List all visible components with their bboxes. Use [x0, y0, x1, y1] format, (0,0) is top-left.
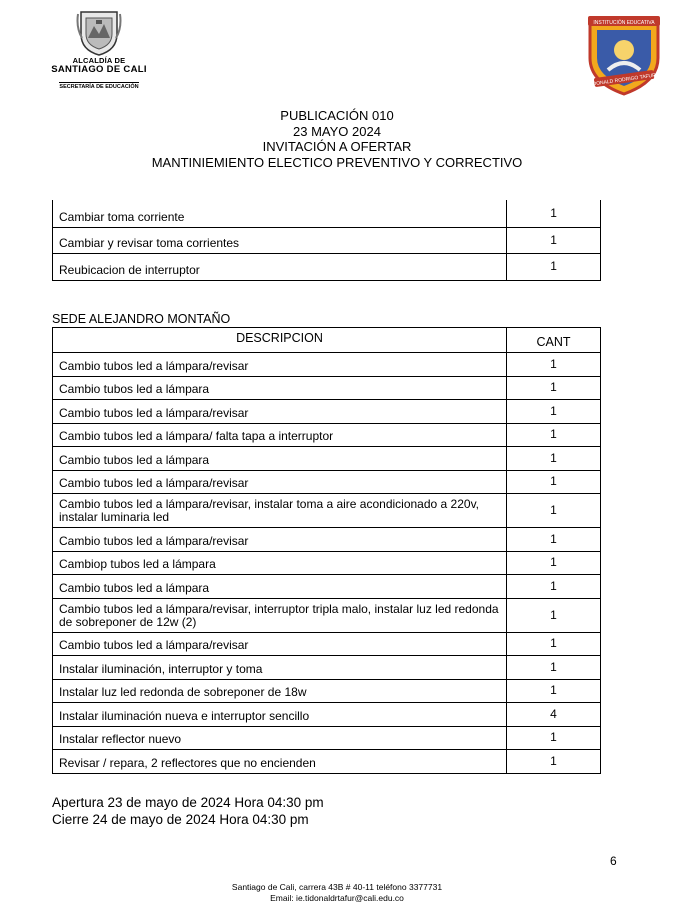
row-qty: 1	[506, 528, 600, 552]
row-description: Cambio tubos led a lámpara/revisar	[53, 353, 507, 377]
table-row	[53, 227, 601, 254]
row-description: Cambio tubos led a lámpara	[53, 575, 507, 599]
row-qty: 4	[506, 703, 600, 727]
items-table-sede	[52, 327, 601, 774]
shield-banner-top: INSTITUCIÓN EDUCATIVA	[593, 20, 655, 26]
row-qty: 1	[506, 726, 600, 750]
row-qty: 1	[506, 575, 600, 599]
row-description: Cambio tubos led a lámpara/ falta tapa a interruptor	[53, 423, 507, 447]
row-description: Cambio tubos led a lámpara/revisar	[53, 528, 507, 552]
table-row	[53, 528, 601, 552]
row-description: Cambio tubos led a lámpara/revisar	[53, 400, 507, 424]
table-row	[53, 598, 601, 632]
table-row	[53, 632, 601, 656]
logo-line-2: SANTIAGO DE CALI	[51, 64, 147, 75]
row-qty: 1	[506, 353, 600, 377]
row-description: Instalar iluminación nueva e interruptor sencillo	[53, 703, 507, 727]
publication-number: PUBLICACIÓN 010	[280, 108, 394, 123]
row-qty: 1	[506, 423, 600, 447]
header-description: DESCRIPCION	[53, 328, 507, 353]
table-row	[53, 353, 601, 377]
shield-banner-bottom: DONALD RODRIGO TAFUR	[592, 72, 657, 88]
row-description: Cambio tubos led a lámpara/revisar	[53, 632, 507, 656]
publication-date: 23 MAYO 2024	[293, 123, 381, 139]
logo-line-1: ALCALDÍA DE	[72, 56, 126, 65]
table-row	[53, 254, 601, 281]
row-description: Cambiar y revisar toma corrientes	[53, 227, 507, 254]
row-qty: 1	[506, 376, 600, 400]
row-qty: 1	[506, 598, 600, 632]
row-qty: 1	[506, 679, 600, 703]
opening-date: Apertura 23 de mayo de 2024 Hora 04:30 pm	[52, 795, 324, 810]
table-row	[53, 447, 601, 471]
row-qty: 1	[506, 551, 600, 575]
row-description: Cambio tubos led a lámpara	[53, 376, 507, 400]
row-description: Instalar reflector nuevo	[53, 726, 507, 750]
row-description: Cambiop tubos led a lámpara	[53, 551, 507, 575]
school-shield-logo	[584, 12, 664, 96]
row-description: Cambio tubos led a lámpara/revisar	[53, 470, 507, 494]
table-row	[53, 470, 601, 494]
table-row	[53, 656, 601, 680]
page-number: 6	[610, 854, 617, 868]
row-description: Cambio tubos led a lámpara/revisar, interruptor tripla malo, instalar luz led redonda de sobreponer de 12w (2)	[53, 598, 507, 632]
sede-title: SEDE ALEJANDRO MONTAÑO	[52, 312, 231, 326]
footer	[0, 882, 674, 904]
dates-block	[52, 794, 324, 828]
table-row	[53, 726, 601, 750]
document-heading	[0, 108, 674, 170]
row-qty: 1	[507, 227, 601, 254]
footer-email: Email: ie.tidonaldrtafur@cali.edu.co	[270, 893, 404, 903]
table-row	[53, 750, 601, 774]
logo-line-3: SECRETARÍA DE EDUCACIÓN	[59, 84, 139, 90]
row-description: Instalar iluminación, interruptor y toma	[53, 656, 507, 680]
invitation-title: INVITACIÓN A OFERTAR	[262, 139, 412, 154]
school-shield-icon	[584, 12, 664, 96]
row-qty: 1	[506, 750, 600, 774]
table-row	[53, 423, 601, 447]
table-row	[53, 494, 601, 528]
table-row	[53, 200, 601, 227]
row-qty: 1	[506, 494, 600, 528]
table-row	[53, 703, 601, 727]
alcaldia-logo	[44, 8, 154, 90]
row-qty: 1	[507, 200, 601, 227]
row-description: Cambio tubos led a lámpara/revisar, instalar toma a aire acondicionado a 220v, instalar luminaria led	[53, 494, 507, 528]
row-qty: 1	[506, 656, 600, 680]
header-qty: CANT	[506, 328, 600, 353]
row-description: Revisar / repara, 2 reflectores que no encienden	[53, 750, 507, 774]
table-row	[53, 376, 601, 400]
closing-date: Cierre 24 de mayo de 2024 Hora 04:30 pm	[52, 812, 309, 827]
table-row	[53, 551, 601, 575]
subject-title: MANTINIEMIENTO ELECTICO PREVENTIVO Y CORRECTIVO	[151, 154, 523, 170]
row-qty: 1	[506, 447, 600, 471]
row-description: Cambio tubos led a lámpara	[53, 447, 507, 471]
footer-address: Santiago de Cali, carrera 43B # 40-11 teléfono 3377731	[231, 882, 443, 892]
row-description: Cambiar toma corriente	[53, 200, 507, 227]
table-row	[53, 679, 601, 703]
row-qty: 1	[506, 470, 600, 494]
row-description: Reubicacion de interruptor	[53, 254, 507, 281]
items-table-continuation	[52, 200, 601, 281]
row-description: Instalar luz led redonda de sobreponer de 18w	[53, 679, 507, 703]
coat-of-arms-icon	[76, 8, 122, 56]
table-row	[53, 400, 601, 424]
row-qty: 1	[506, 400, 600, 424]
table-row	[53, 575, 601, 599]
row-qty: 1	[507, 254, 601, 281]
row-qty: 1	[506, 632, 600, 656]
